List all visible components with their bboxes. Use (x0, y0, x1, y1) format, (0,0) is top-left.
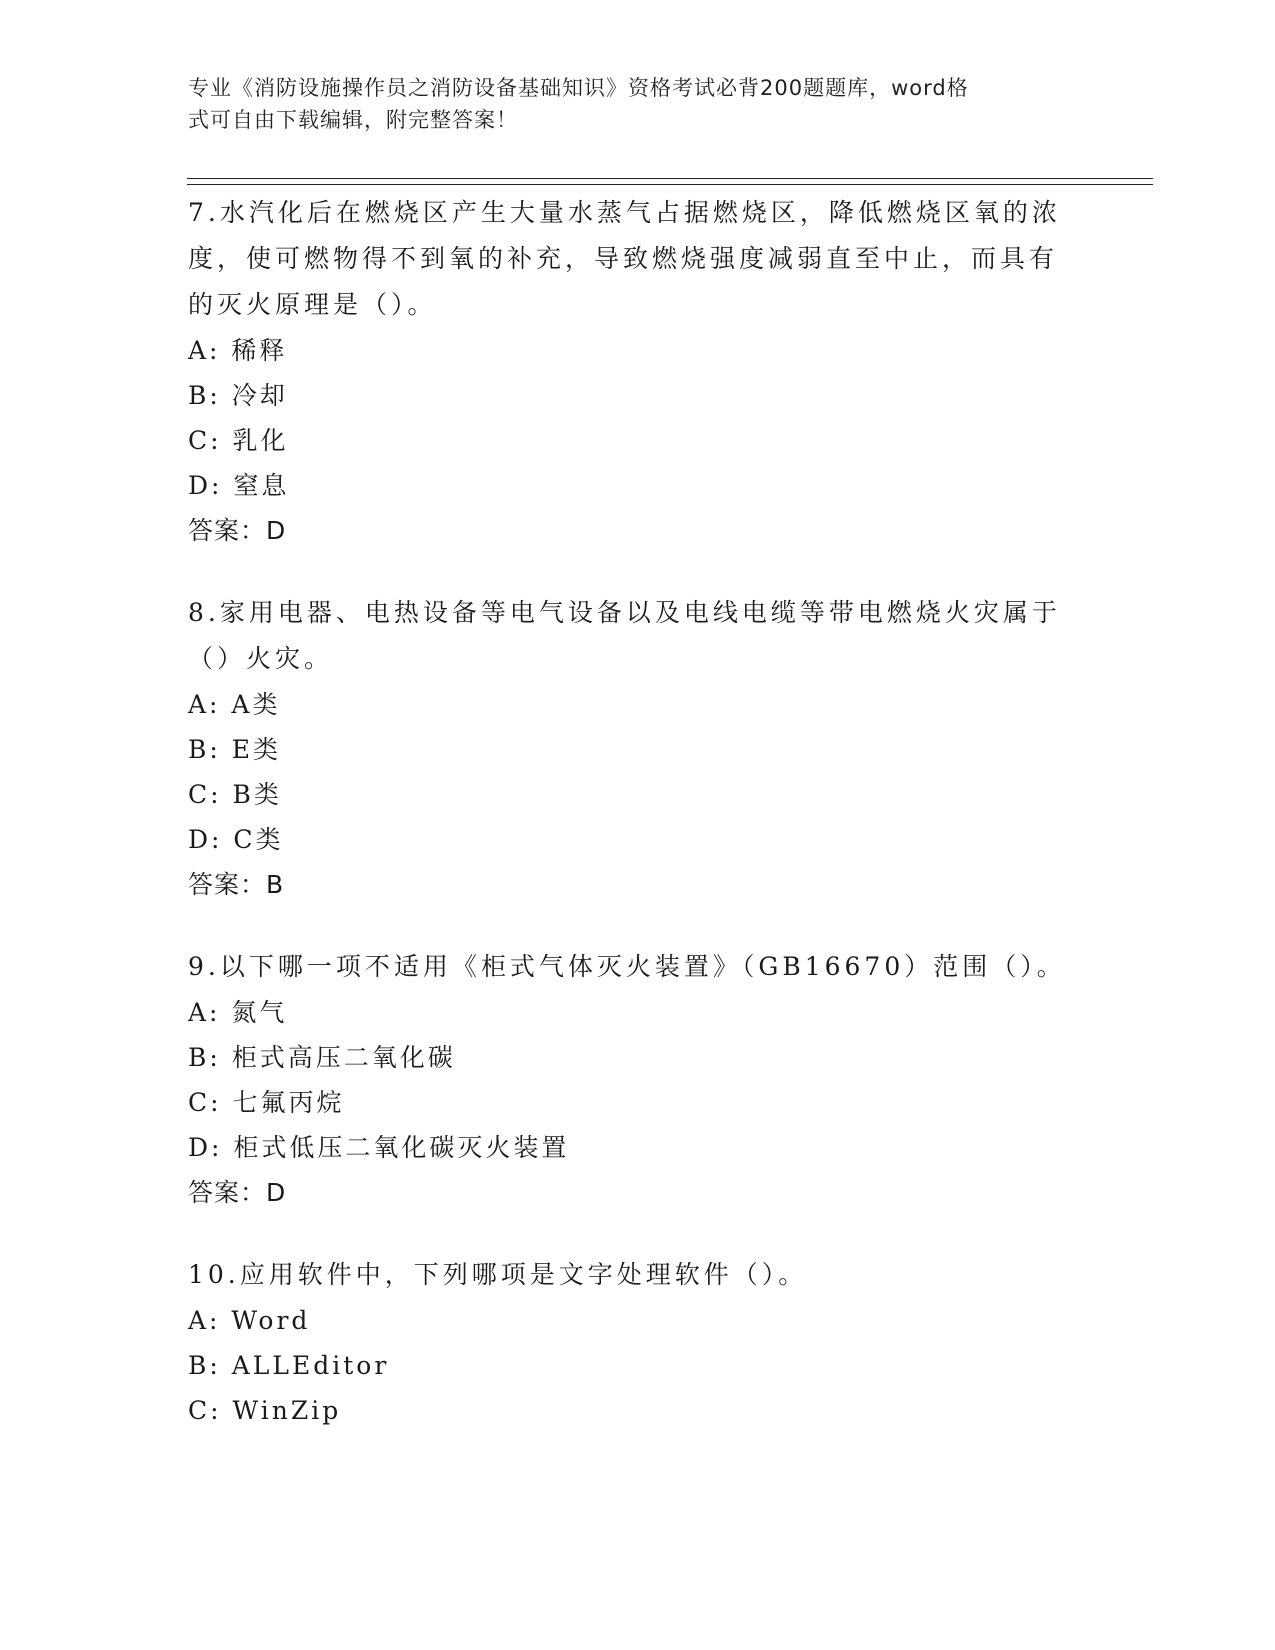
header-line-2: 式可自由下载编辑，附完整答案！ (188, 108, 518, 132)
stem-line: 10.应用软件中，下列哪项是文字处理软件（）。 (188, 1260, 808, 1289)
answer: 答案：D (188, 1178, 287, 1207)
stem-line: 度，使可燃物得不到氧的补充，导致燃烧强度减弱直至中止，而具有 (188, 244, 1059, 273)
answer: 答案：D (188, 516, 287, 545)
option-b: B: ALLEditor (188, 1351, 390, 1380)
header-divider-top (187, 178, 1153, 179)
question-stem (188, 190, 1068, 328)
stem-line: 7.水汽化后在燃烧区产生大量水蒸气占据燃烧区，降低燃烧区氧的浓 (188, 198, 1061, 227)
question-9 (188, 944, 1068, 1216)
stem-line: 的灭火原理是（）。 (188, 290, 437, 319)
stem-line: （）火灾。 (188, 644, 334, 673)
question-8 (188, 590, 1068, 908)
option-b: B: 柜式高压二氧化碳 (188, 1043, 456, 1072)
option-a: A: 氮气 (188, 998, 288, 1027)
option-a: A: A类 (188, 690, 281, 719)
option-d: D: 窒息 (188, 471, 290, 500)
question-stem (188, 590, 1068, 682)
question-7 (188, 190, 1068, 554)
option-d: D: C类 (188, 825, 284, 854)
header-divider-bottom (187, 184, 1153, 185)
answer: 答案：B (188, 870, 285, 899)
option-b: B: E类 (188, 735, 281, 764)
option-a: A: Word (188, 1306, 311, 1335)
question-stem (188, 1252, 1068, 1298)
option-c: C: 七氟丙烷 (188, 1088, 345, 1117)
option-c: C: 乳化 (188, 426, 289, 455)
option-c: C: B类 (188, 780, 282, 809)
option-c: C: WinZip (188, 1396, 342, 1425)
option-d: D: 柜式低压二氧化碳灭火装置 (188, 1133, 570, 1162)
document-header (188, 72, 1068, 136)
question-stem (188, 944, 1068, 990)
question-list (188, 190, 1068, 1469)
option-a: A: 稀释 (188, 336, 288, 365)
stem-line: 9.以下哪一项不适用《柜式气体灭火装置》（GB16670）范围（）。 (188, 952, 1066, 981)
question-10 (188, 1252, 1068, 1433)
header-line-1: 专业《消防设施操作员之消防设备基础知识》资格考试必背200题题库，word格 (188, 76, 969, 100)
stem-line: 8.家用电器、电热设备等电气设备以及电线电缆等带电燃烧火灾属于 (188, 598, 1061, 627)
option-b: B: 冷却 (188, 381, 288, 410)
